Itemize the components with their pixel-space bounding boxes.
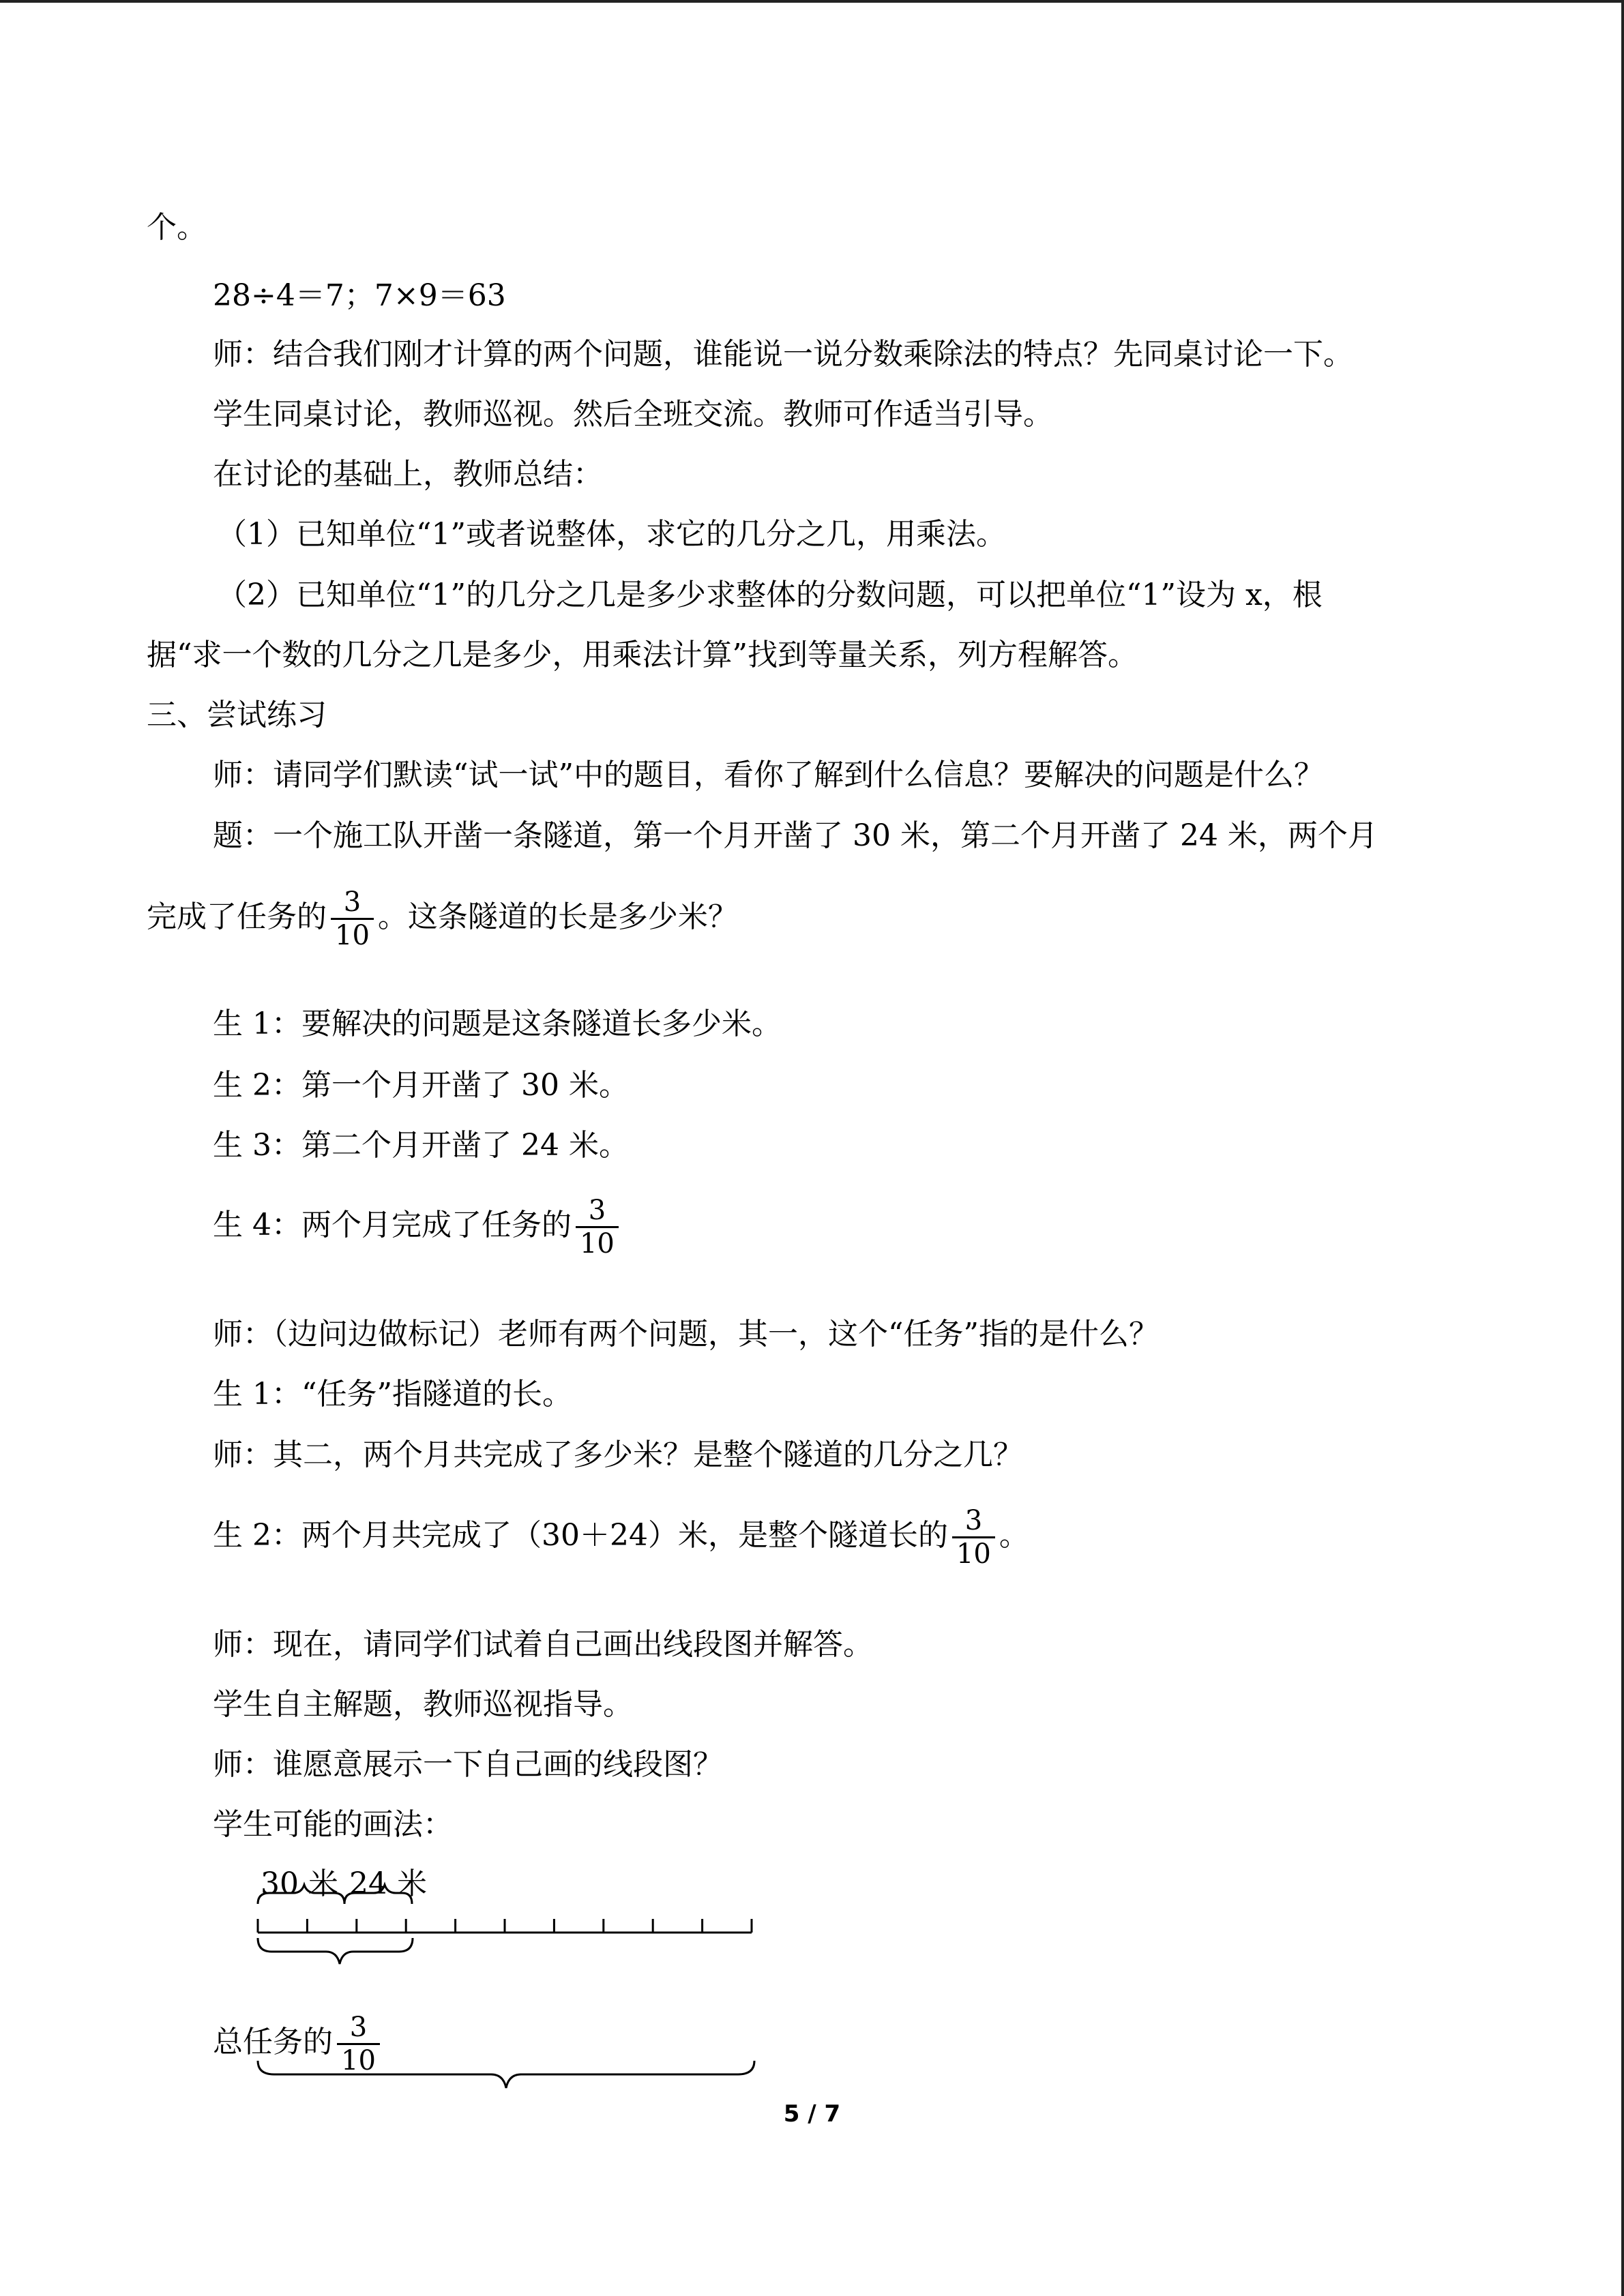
- text-line: 师：请同学们默读“试一试”中的题目，看你了解到什么信息？要解决的问题是什么？: [213, 758, 1324, 792]
- text-line: 题：一个施工队开凿一条隧道，第一个月开凿了 30 米，第二个月开凿了 24 米，两个月: [213, 818, 1378, 853]
- text-line: 学生自主解题，教师巡视指导。: [213, 1687, 633, 1722]
- text-line: 师：（边问边做标记）老师有两个问题，其一，这个“任务”指的是什么？: [213, 1317, 1159, 1352]
- text-line: 师：现在，请同学们试着自己画出线段图并解答。: [213, 1627, 873, 1662]
- text-line: 生 3：第二个月开凿了 24 米。: [213, 1128, 629, 1163]
- text-line: 师：结合我们刚才计算的两个问题，谁能说一说分数乘除法的特点？先同桌讨论一下。: [213, 337, 1353, 372]
- fraction-numerator: 3: [343, 886, 361, 918]
- text-line: 据“求一个数的几分之几是多少，用乘法计算”找到等量关系，列方程解答。: [147, 638, 1138, 672]
- text-line: 学生可能的画法：: [213, 1807, 453, 1842]
- text-line: 个。: [147, 210, 207, 245]
- diagram-label-24: 24 米: [349, 1866, 427, 1901]
- fraction-denominator: 10: [576, 1226, 619, 1259]
- section-heading: 三、尝试练习: [147, 698, 327, 732]
- text-line: 28÷4＝7；7×9＝63: [213, 278, 506, 313]
- segment-ticks: [258, 1919, 752, 1933]
- brace-24: [344, 1885, 412, 1904]
- text-line: 师：谁愿意展示一下自己画的线段图？: [213, 1747, 723, 1782]
- question-before: 完成了任务的: [147, 899, 327, 934]
- fraction-denominator: 10: [337, 2043, 380, 2076]
- total-task-line: [213, 2012, 384, 2076]
- text-line: 生 1：“任务”指隧道的长。: [213, 1377, 572, 1412]
- text-line: （2）已知单位“1”的几分之几是多少求整体的分数问题，可以把单位“1”设为 x，根: [217, 578, 1323, 612]
- total-task-label: 总任务的: [213, 2025, 333, 2059]
- text-line: 学生同桌讨论，教师巡视。然后全班交流。教师可作适当引导。: [213, 397, 1053, 432]
- text-line: 生 2：第一个月开凿了 30 米。: [213, 1068, 629, 1103]
- fraction-denominator: 10: [952, 1536, 995, 1570]
- student4-text: 生 4：两个月完成了任务的: [213, 1208, 572, 1242]
- text-line: 在讨论的基础上，教师总结：: [213, 457, 603, 492]
- fraction-numerator: 3: [964, 1505, 983, 1536]
- text-line: 生 1：要解决的问题是这条隧道长多少米。: [213, 1007, 782, 1041]
- fraction-numerator: 3: [588, 1195, 606, 1226]
- diagram-label-30: 30 米: [261, 1866, 338, 1901]
- student2-text: 生 2：两个月共完成了（30＋24）米，是整个隧道长的: [213, 1518, 948, 1553]
- fraction: [337, 2012, 380, 2076]
- question-after: 。这条隧道的长是多少米？: [377, 899, 738, 934]
- fraction-denominator: 10: [331, 918, 374, 951]
- page-number: 5 / 7: [783, 2100, 841, 2128]
- text-line: （1）已知单位“1”或者说整体，求它的几分之几，用乘法。: [217, 517, 1006, 552]
- text-line: 师：其二，两个月共完成了多少米？是整个隧道的几分之几？: [213, 1437, 1023, 1472]
- brace-known: [258, 1938, 413, 1964]
- student2-after: 。: [999, 1518, 1029, 1553]
- fraction-numerator: 3: [349, 2012, 368, 2043]
- brace-30: [258, 1885, 344, 1904]
